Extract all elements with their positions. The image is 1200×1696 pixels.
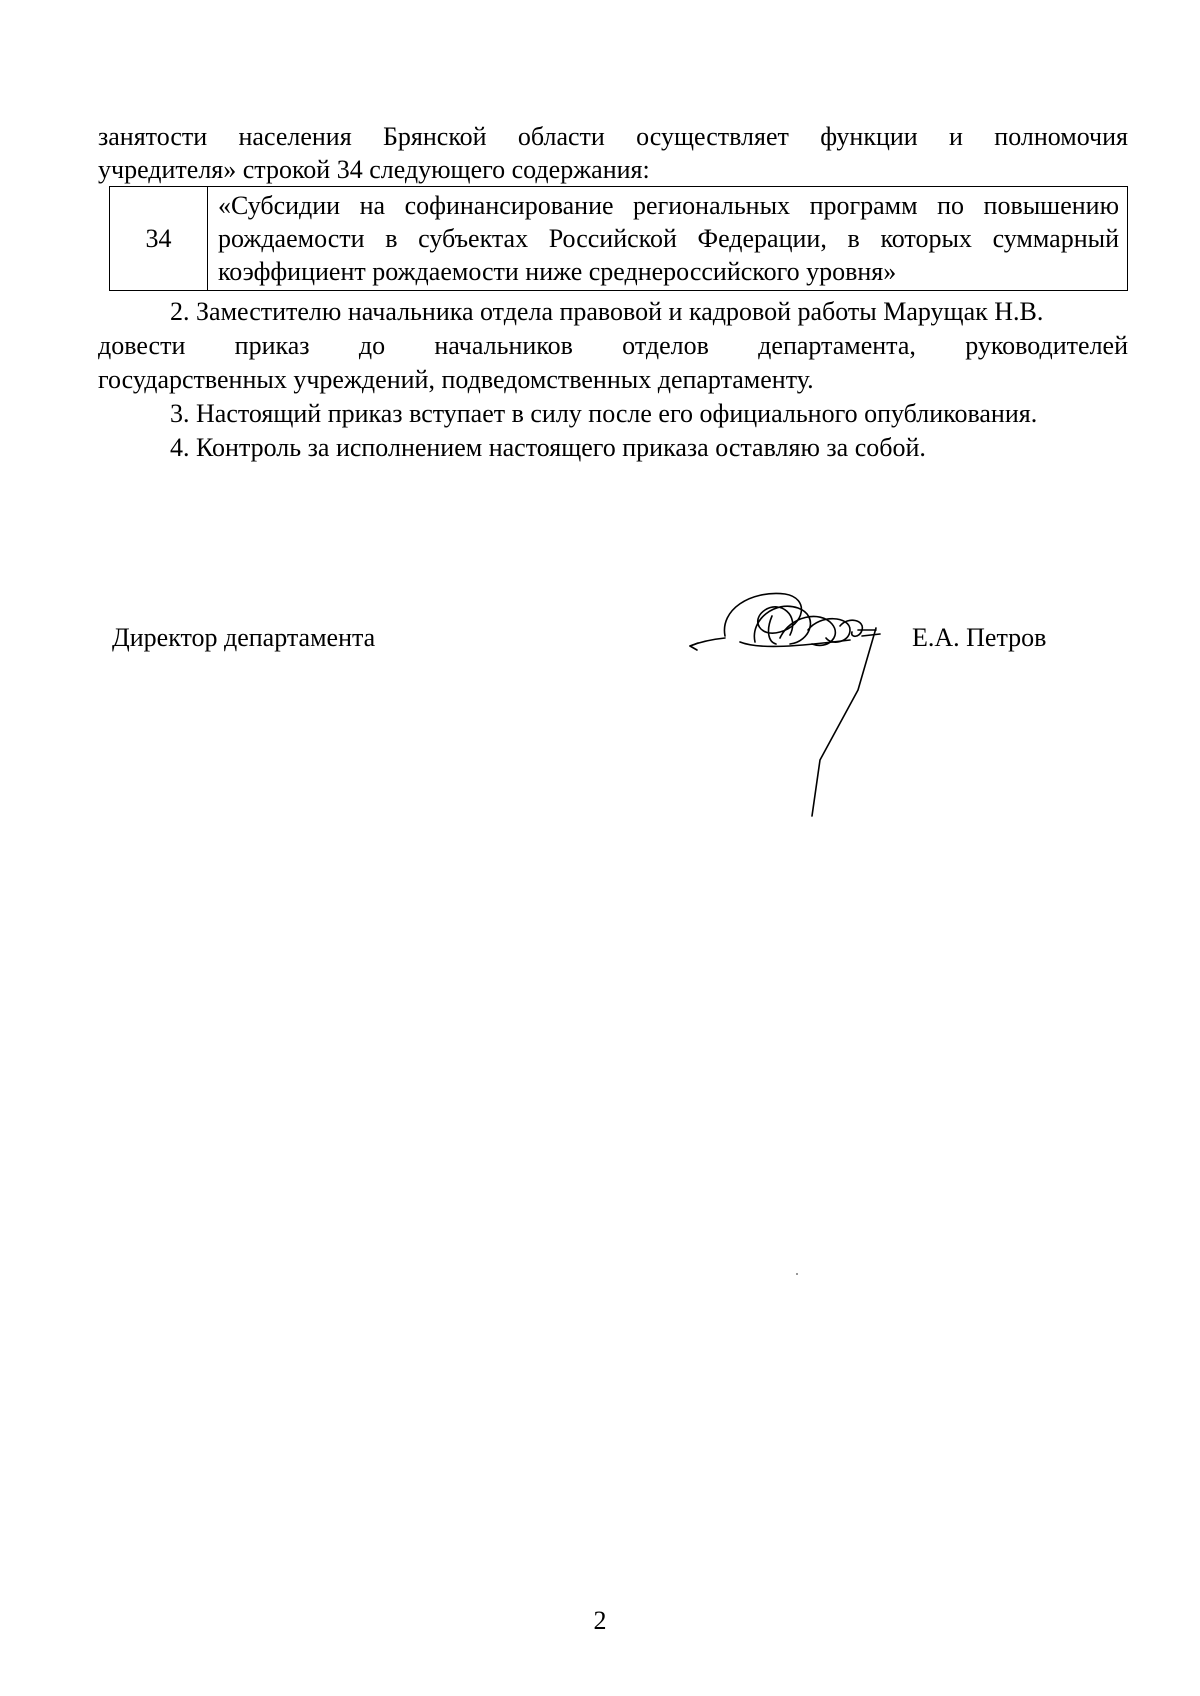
table-row-text-line-2: рождаемости в субъектах Российской Федерации, в которых суммарный [218, 224, 1119, 253]
table-row-number: 34 [110, 187, 208, 290]
signatory-name: Е.А. Петров [912, 623, 1047, 652]
item-4: 4. Контроль за исполнением настоящего приказа оставляю за собой. [170, 433, 926, 462]
signatory-title: Директор департамента [112, 623, 376, 652]
table-row-text-line-3: коэффициент рождаемости ниже среднероссийского уровня» [218, 257, 897, 286]
table-row-text [208, 187, 1127, 290]
item-3: 3. Настоящий приказ вступает в силу после его официального опубликования. [170, 399, 1038, 428]
intro-line-1: занятости населения Брянской области осуществляет функции и полномочия [98, 122, 1128, 151]
page-number: 2 [593, 1606, 607, 1635]
item-2-line-1: 2. Заместителю начальника отдела правовой и кадровой работы Марущак Н.В. [170, 297, 1044, 326]
amendment-table [109, 186, 1128, 291]
table-row-text-line-1: «Субсидии на софинансирование региональных программ по повышению [218, 191, 1119, 220]
item-2-line-2: довести приказ до начальников отделов департамента, руководителей [98, 331, 1128, 360]
scan-speck [796, 1273, 798, 1275]
handwritten-signature [680, 580, 920, 830]
item-2-line-3: государственных учреждений, подведомственных департаменту. [98, 365, 814, 394]
intro-line-2: учредителя» строкой 34 следующего содержания: [98, 155, 650, 184]
